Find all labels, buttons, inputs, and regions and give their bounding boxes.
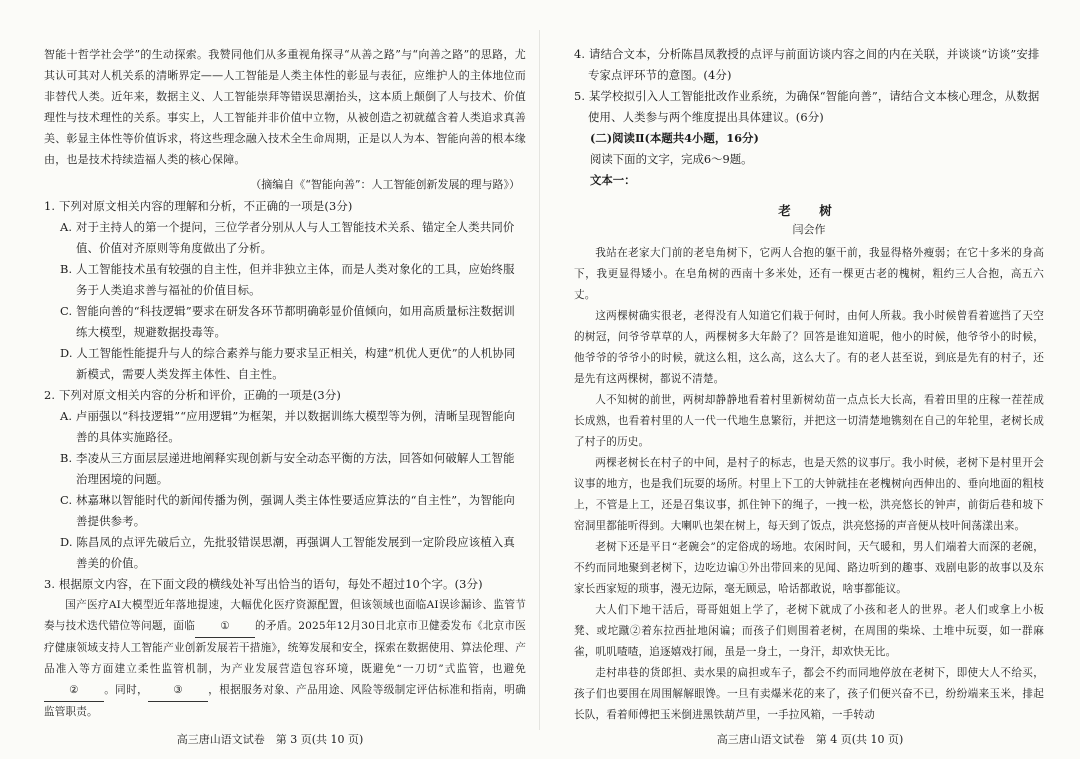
answer-blank-2: ② — [44, 680, 104, 702]
answer-blank-1: ① — [195, 616, 255, 638]
story-paragraph-2: 这两棵树确实很老，老得没有人知道它们栽于何时，由何人所栽。我小时候曾看着遮挡了天空的树冠，问爷爷草草的人，两棵树多大年龄了？回答是谁知道呢，他小的时候，他爷爷小的时候，他爷爷的爷爷小的时候，就这么粗，这么高，这么大了。有的老人甚至说，到底是先有的村子，还是先有这两棵树，都说不清楚。 — [574, 310, 1044, 385]
question-1-option-c: C. 智能向善的“科技逻辑”要求在研发各环节都明确彰显价值倾向，如用高质量标注数据训练大模型，规避数据投毒等。 — [60, 304, 515, 339]
section-heading: (二)阅读Ⅱ(本题共4小题，16分) — [590, 131, 759, 145]
text-label: 文本一： — [590, 173, 636, 187]
page-footer-4: 高三唐山语文试卷 第 4 页(共 10 页) — [716, 733, 904, 746]
question-1-option-b: B. 人工智能技术虽有较强的自主性，但并非独立主体，而是人类对象化的工具，应始终服务于人类追求善与福祉的价值目标。 — [60, 262, 515, 297]
material-text-4: ，根据服务对象、产品用途、风险等级制定评估标准和指南，明确监管职责。 — [44, 684, 526, 718]
question-1-option-a: A. 对于主持人的第一个提问，三位学者分别从人与人工智能技术关系、锚定全人类共同价值、价值对齐原则等角度做出了分析。 — [60, 220, 515, 255]
story-paragraph-3: 人不知树的前世，两树却静静地看着村里新树幼苗一点点长大长高，看着田里的庄稼一茬茬成长成熟，也看着村里的人一代一代地生息繁衍，并把这一切清楚地镌刻在自己的年轮里，老树长成了村子的历史。 — [574, 394, 1044, 448]
question-4: 4. 请结合文本，分析陈昌凤教授的点评与前面访谈内容之间的内在关联，并谈谈“访谈”安排专家点评环节的意图。(4分) — [574, 47, 1040, 82]
story-title: 老 树 — [778, 203, 840, 218]
story-paragraph-6: 大人们下地干活后，哥哥姐姐上学了，老树下就成了小孩和老人的世界。老人们或拿上小板凳、或坨蹴②着东拉西扯地闲谝；而孩子们则围着老树，在周围的柴垛、土堆中玩耍，如一群麻雀，叽叽喳喳，追逐嬉戏打闹，虽是一身土，一身汗，却欢快无比。 — [574, 604, 1044, 658]
passage-paragraph: 智能十哲学社会学”的生动探索。我赞同他们从多重视角探寻“从善之路”与“向善之路”的思路，尤其认可其对人机关系的清晰界定——人工智能是人类主体性的彰显与表征，应维护人的主体地位而非替代人类。近年来，数据主义、人工智能崇拜等错误思潮抬头，这本质上颠倒了人与技术、价值理性与技术理性的关系。事实上，人工智能并非价值中立物，从被创造之初就蕴含着人类追求真善美、彰显主体性等价值诉求，将这些理念融入技术全生命周期，正是以人为本、智能向善的根本缘由，也是技术持续造福人类的核心保障。 — [44, 48, 526, 166]
section-instruction: 阅读下面的文字，完成6～9题。 — [590, 152, 753, 166]
material-text-3: 。同时， — [104, 684, 149, 696]
question-2-option-d: D. 陈昌凤的点评先破后立，先批驳错误思潮，再强调人工智能发展到一定阶段应该植入真善美的价值。 — [60, 535, 515, 570]
question-2-option-b: B. 李凌从三方面层层递进地阐释实现创新与安全动态平衡的方法，回答如何破解人工智能治理困境的问题。 — [60, 451, 515, 486]
answer-blank-3: ③ — [148, 680, 208, 702]
passage-source: （摘编自《“智能向善”：人工智能创新发展的理与路》） — [250, 178, 520, 191]
exam-page-4 — [540, 0, 1080, 759]
question-3-material — [44, 595, 526, 723]
question-1-option-d: D. 人工智能性能提升与人的综合素养与能力要求呈正相关，构建“机优人更优”的人机协同新模式，需要人类发挥主体性、自主性。 — [60, 346, 516, 381]
story-paragraph-4: 两棵老树长在村子的中间，是村子的标志，也是天然的议事厅。我小时候，老树下是村里开会议事的地方，也是我们玩耍的场所。村里上下工的大钟就挂在老槐树向西伸出的、垂向地面的粗枝上，不管是上工，还是召集议事，抓住钟下的绳子，一拽一松，洪亮悠长的钟声，前街后巷和坡下窑洞里都能听得到。大喇叭也架在树上，每天到了饭点，洪亮悠扬的声音便从枝叶间荡漾出来。 — [574, 457, 1044, 532]
story-author: 闫会作 — [792, 223, 826, 236]
question-5: 5. 某学校拟引入人工智能批改作业系统，为确保“智能向善”，请结合文本核心理念，从数据使用、人类参与两个维度提出具体建议。(6分) — [574, 89, 1040, 124]
question-3-stem: 3. 根据原文内容，在下面文段的横线处补写出恰当的语句，每处不超过10个字。(3分) — [44, 577, 483, 591]
material-text-2: 的矛盾。2025年12月30日北京市卫健委发布《北京市医疗健康领域支持人工智能产业创新发展若干措施》，统筹发展和安全，探索在数据使用、算法伦理、产品准入等方面建立柔性监管机制，为产业发展营造包容环境，既避免“一刀切”式监管，也避免 — [44, 620, 526, 675]
story-paragraph-5: 老树下还是平日“老碗会”的定俗成的场地。农闲时间，天气暖和，男人们端着大而深的老碗，不约而同地聚到老树下，边吃边谝①外出带回来的见闻、路边听到的趣事、戏剧电影的故事以及东家长西家短的琐事，漫无边际，毫无顾忌，哈话都敢说，啥事都能议。 — [574, 541, 1044, 595]
question-2-option-c: C. 林嘉琳以智能时代的新闻传播为例，强调人类主体性要适应算法的“自主性”，为智能向善提供参考。 — [60, 493, 515, 528]
material-text-1: 国产医疗AI大模型近年落地提速，大幅优化医疗资源配置，但该领域也面临AI误诊漏诊、监管节奏与技术迭代错位等问题，面临 — [44, 599, 526, 632]
story-paragraph-1: 我站在老家大门前的老皂角树下，它两人合抱的躯干前，我显得格外瘦弱；在它十多米的身高下，我更显得矮小。在皂角树的西南十多米处，还有一棵更古老的槐树，粗约三人合抱，高五六丈。 — [574, 247, 1044, 301]
question-2-option-a: A. 卢丽强以“科技逻辑”“应用逻辑”为框架，并以数据训练大模型等为例，清晰呈现智能向善的具体实施路径。 — [60, 409, 516, 444]
story-paragraph-7: 走村串巷的货郎担、卖水果的扁担或车子，都会不约而同地停放在老树下，即使大人不给买，孩子们也要围在周围解解眼馋。一旦有卖爆米花的来了，孩子们便兴奋不已，纷纷端来玉米，排起长队，看着师傅把玉米倒进黑铁葫芦里，一手拉风箱，一手转动 — [574, 667, 1044, 721]
page-footer-3: 高三唐山语文试卷 第 3 页(共 10 页) — [176, 733, 364, 746]
question-1-stem: 1. 下列对原文相关内容的理解和分析，不正确的一项是(3分) — [44, 199, 353, 213]
question-2-stem: 2. 下列对原文相关内容的分析和评价，正确的一项是(3分) — [44, 388, 341, 402]
